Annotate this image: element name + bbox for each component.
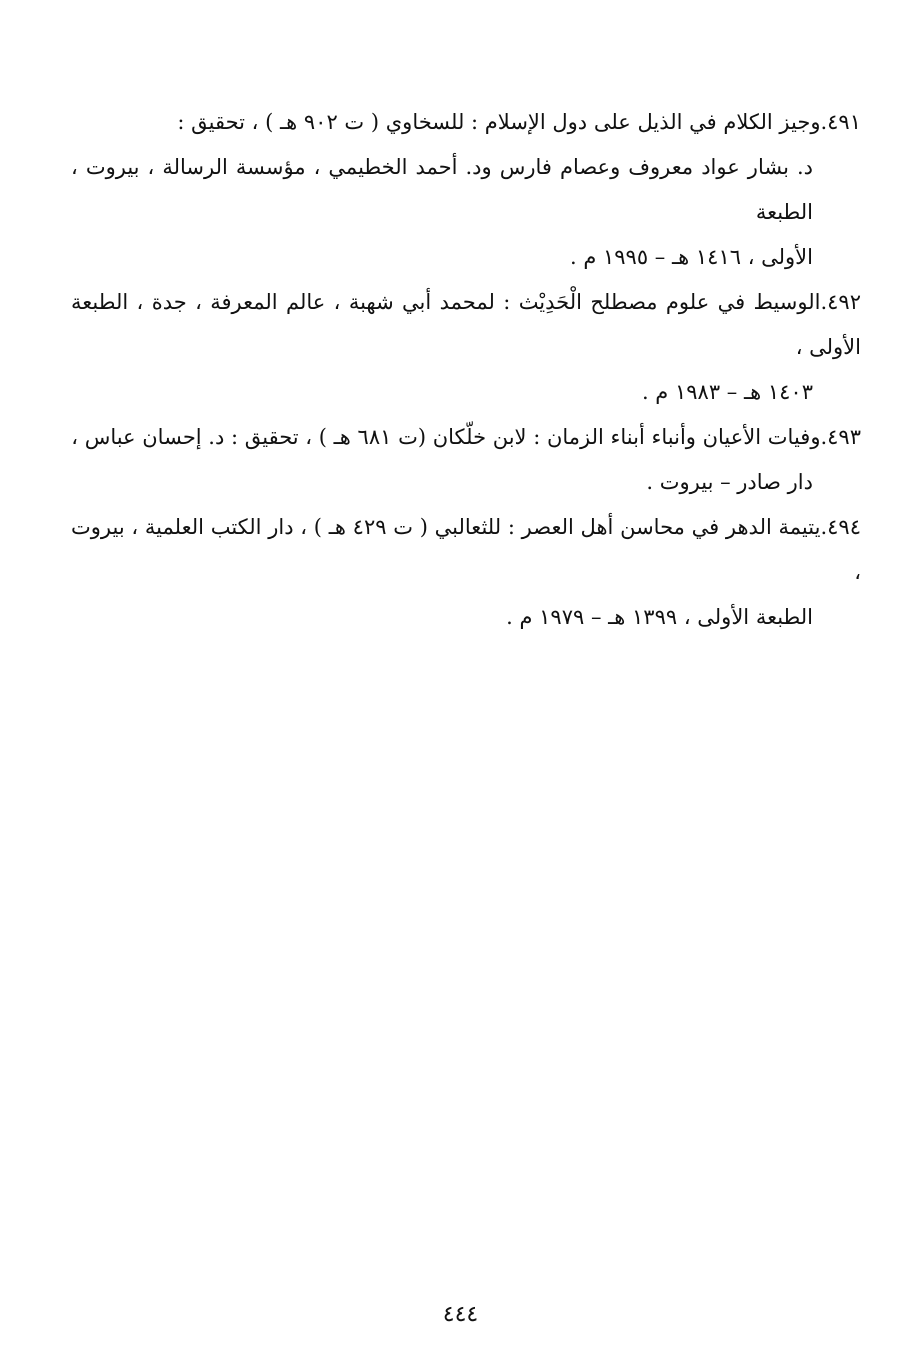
reference-line xyxy=(71,415,861,460)
reference-entry-494 xyxy=(71,505,861,640)
reference-entry-492 xyxy=(71,280,861,415)
reference-entry-491 xyxy=(71,100,861,280)
reference-number: ٤٩٣. xyxy=(820,425,861,449)
reference-line xyxy=(71,280,861,370)
reference-number: ٤٩٤. xyxy=(820,515,861,539)
reference-line: ١٤٠٣ هـ – ١٩٨٣ م . xyxy=(641,380,813,404)
reference-line: د. بشار عواد معروف وعصام فارس ود. أحمد الخطيمي ، مؤسسة الرسالة ، بيروت ، الطبعة xyxy=(71,155,813,224)
reference-line xyxy=(71,100,861,145)
reference-number: ٤٩١. xyxy=(820,110,861,134)
page-number: ٤٤٤ xyxy=(442,1302,479,1327)
reference-text: وجيز الكلام في الذيل على دول الإسلام : للسخاوي ( ت ٩٠٢ هـ ) ، تحقيق : xyxy=(177,110,821,134)
reference-line: الطبعة الأولى ، ١٣٩٩ هـ – ١٩٧٩ م . xyxy=(506,605,813,629)
reference-text: وفيات الأعيان وأنباء أبناء الزمان : لابن خلّكان (ت ٦٨١ هـ ) ، تحقيق : د. إحسان عباس ، xyxy=(71,425,821,449)
reference-entry-493 xyxy=(71,415,861,505)
reference-line: دار صادر – بيروت . xyxy=(646,470,813,494)
reference-text: الوسيط في علوم مصطلح الْحَدِيْث : لمحمد أبي شهبة ، عالم المعرفة ، جدة ، الطبعة الأولى ، xyxy=(71,290,861,359)
reference-text: يتيمة الدهر في محاسن أهل العصر : للثعالبي ( ت ٤٢٩ هـ ) ، دار الكتب العلمية ، بيروت ، xyxy=(71,515,861,584)
reference-number: ٤٩٢. xyxy=(820,290,861,314)
reference-list xyxy=(71,100,861,640)
reference-line: الأولى ، ١٤١٦ هـ – ١٩٩٥ م . xyxy=(569,245,813,269)
reference-line xyxy=(71,505,861,595)
